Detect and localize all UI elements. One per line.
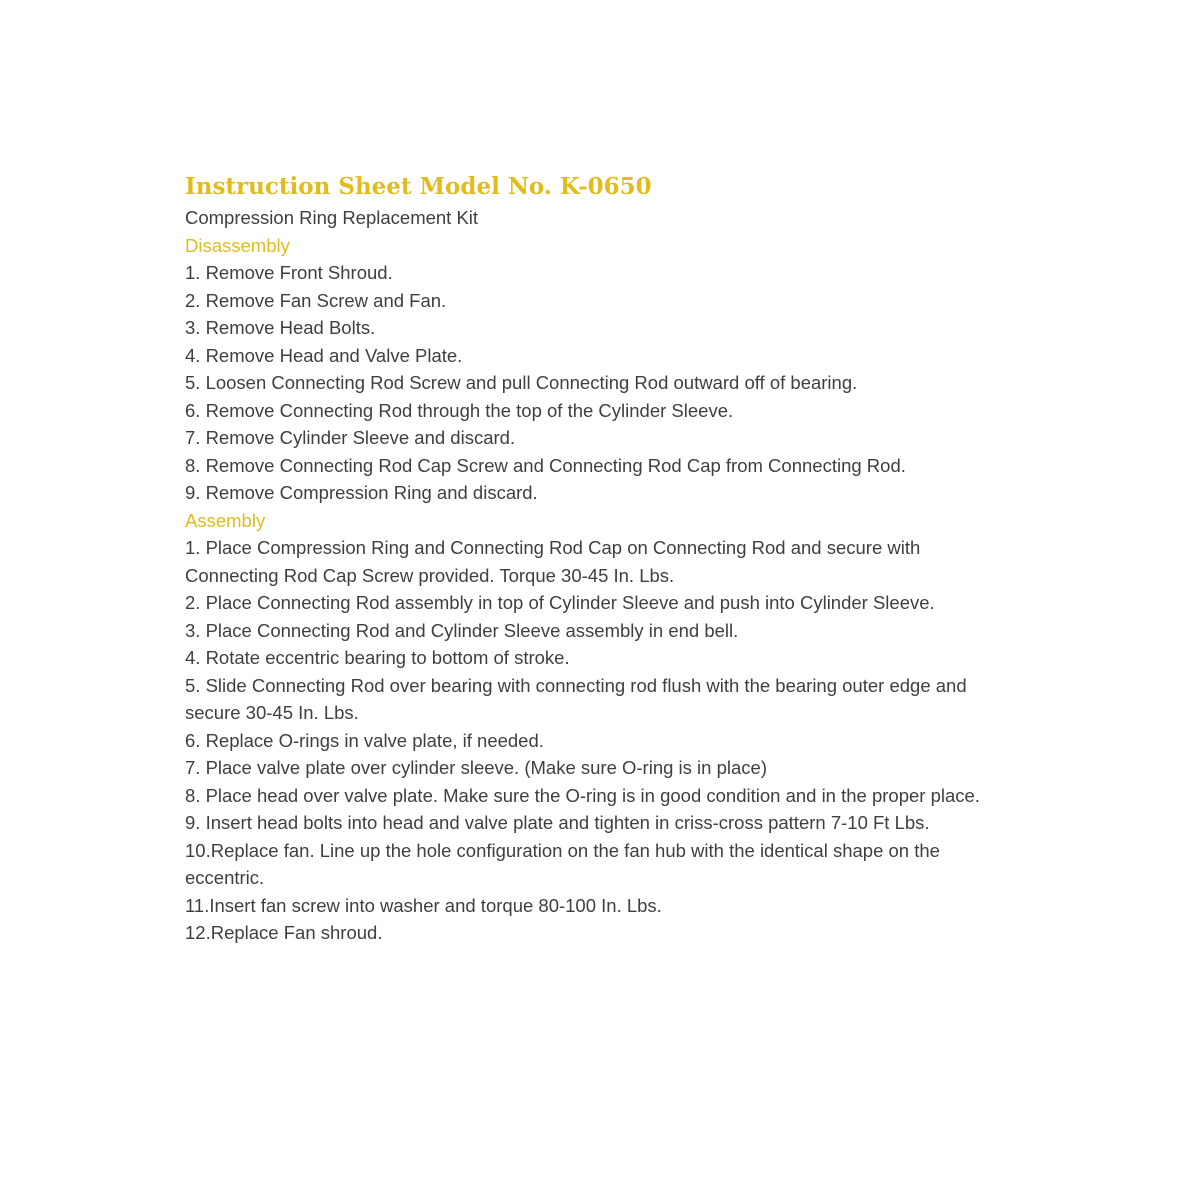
assembly-steps — [185, 534, 1005, 947]
assembly-step: 2. Place Connecting Rod assembly in top of Cylinder Sleeve and push into Cylinder Sleeve. — [185, 592, 935, 613]
sheet-subtitle: Compression Ring Replacement Kit — [185, 207, 479, 228]
assembly-step: 12.Replace Fan shroud. — [185, 922, 383, 943]
assembly-step: 8. Place head over valve plate. Make sure the O-ring is in good condition and in the proper place. — [185, 784, 980, 806]
disassembly-step: 6. Remove Connecting Rod through the top of the Cylinder Sleeve. — [185, 399, 734, 421]
disassembly-step: 1. Remove Front Shroud. — [185, 262, 393, 283]
assembly-heading: Assembly — [185, 509, 266, 531]
assembly-step: 9. Insert head bolts into head and valve plate and tighten in criss-cross pattern 7-10 Ft Lbs. — [185, 812, 930, 833]
instruction-sheet — [185, 170, 1175, 947]
assembly-step: 4. Rotate eccentric bearing to bottom of stroke. — [185, 647, 570, 668]
disassembly-step: 5. Loosen Connecting Rod Screw and pull Connecting Rod outward off of bearing. — [185, 372, 858, 393]
disassembly-step: 3. Remove Head Bolts. — [185, 317, 376, 338]
disassembly-steps — [185, 259, 1175, 507]
assembly-step: 5. Slide Connecting Rod over bearing with connecting rod flush with the bearing outer edge and secure 30-45 In. Lbs. — [185, 674, 967, 723]
disassembly-heading: Disassembly — [185, 234, 290, 256]
disassembly-step: 9. Remove Compression Ring and discard. — [185, 482, 538, 503]
assembly-step: 10.Replace fan. Line up the hole configuration on the fan hub with the identical shape on the eccentric. — [185, 839, 940, 888]
disassembly-step: 8. Remove Connecting Rod Cap Screw and Connecting Rod Cap from Connecting Rod. — [185, 454, 906, 476]
disassembly-step: 2. Remove Fan Screw and Fan. — [185, 289, 447, 311]
sheet-title: Instruction Sheet Model No. K-0650 — [185, 173, 652, 200]
assembly-step: 11.Insert fan screw into washer and torque 80-100 In. Lbs. — [185, 894, 662, 916]
assembly-step: 6. Replace O-rings in valve plate, if needed. — [185, 729, 544, 751]
disassembly-step: 4. Remove Head and Valve Plate. — [185, 344, 463, 366]
assembly-step: 1. Place Compression Ring and Connecting Rod Cap on Connecting Rod and secure with Connecting Rod Cap Screw provided. Torque 30-45 In. Lbs. — [185, 537, 921, 586]
assembly-step: 7. Place valve plate over cylinder sleeve. (Make sure O-ring is in place) — [185, 757, 767, 778]
disassembly-step: 7. Remove Cylinder Sleeve and discard. — [185, 427, 516, 448]
assembly-step: 3. Place Connecting Rod and Cylinder Sleeve assembly in end bell. — [185, 619, 739, 641]
